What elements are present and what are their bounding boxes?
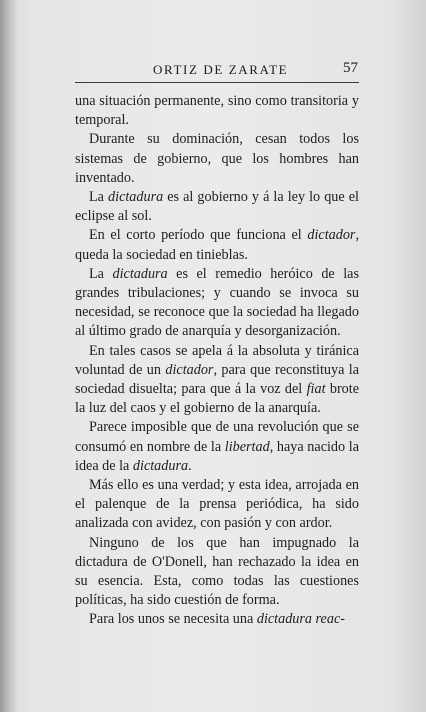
italic-text: dictadura reac- xyxy=(256,611,345,628)
text-segment: , para que reconstituya la sociedad disuelta; para que á la voz del xyxy=(75,361,359,398)
italic-text: fiat xyxy=(306,381,326,398)
italic-text: libertad xyxy=(224,438,270,455)
paragraph xyxy=(75,188,359,226)
text-segment: En tales casos se apela á la absoluta y tiránica voluntad de un xyxy=(75,342,359,378)
text-segment: En el corto período que funciona el xyxy=(89,227,308,244)
running-header xyxy=(75,60,360,82)
page-number: 57 xyxy=(343,60,358,76)
paragraph xyxy=(75,610,359,629)
text-segment: es al gobierno y á la ley lo que el eclipse al sol. xyxy=(75,189,359,225)
body-text xyxy=(75,92,359,630)
running-title: ORTIZ DE ZARATE xyxy=(153,62,289,77)
gutter-shadow xyxy=(0,0,18,712)
italic-text: dictadura xyxy=(108,189,164,206)
text-segment: Parece imposible que de una revolución que se consumó en nombre de la xyxy=(75,419,359,455)
italic-text: dictador xyxy=(307,227,356,244)
text-segment: . xyxy=(188,457,192,474)
italic-text: dictador xyxy=(165,361,214,378)
text-segment: Para los unos se necesita una xyxy=(89,611,257,628)
text-segment: , queda la sociedad en tinieblas. xyxy=(75,227,359,263)
text-segment: Durante su dominación, cesan todos los sistemas de gobierno, que los hombres han inventado. xyxy=(75,131,359,186)
text-segment: Ninguno de los que han impugnado la dictadura de O'Donell, han rechazado la idea en su esencia. Esta, como todas las cuestiones políticas, ha sido cuestión de forma. xyxy=(75,534,359,609)
text-segment: una situación permanente, sino como transitoria y temporal. xyxy=(75,93,359,129)
paragraph xyxy=(75,418,359,476)
text-segment: es el remedio heróico de las grandes tribulaciones; y cuando se invoca su necesidad, se reconoce que la sociedad ha llegado al último grado de anarquía y desorganización. xyxy=(75,265,359,340)
paragraph xyxy=(75,534,359,611)
text-segment: Más ello es una verdad; y esta idea, arrojada en el palenque de la prensa periódica, ha sido analizada con avidez, con pasión y con ardor. xyxy=(75,477,359,532)
header-rule xyxy=(75,82,359,83)
paragraph xyxy=(75,92,359,130)
italic-text: dictadura xyxy=(132,457,189,474)
paragraph xyxy=(75,265,359,342)
paragraph xyxy=(75,130,359,188)
italic-text: dictadura xyxy=(112,265,168,282)
paragraph xyxy=(75,226,359,264)
text-segment: La xyxy=(89,265,113,282)
paragraph xyxy=(75,342,359,419)
text-segment: brote la luz del caos y el gobierno de la anarquía. xyxy=(75,381,359,417)
text-segment: La xyxy=(89,189,109,206)
paragraph xyxy=(75,476,359,534)
text-segment: , haya nacido la idea de la xyxy=(75,438,359,474)
